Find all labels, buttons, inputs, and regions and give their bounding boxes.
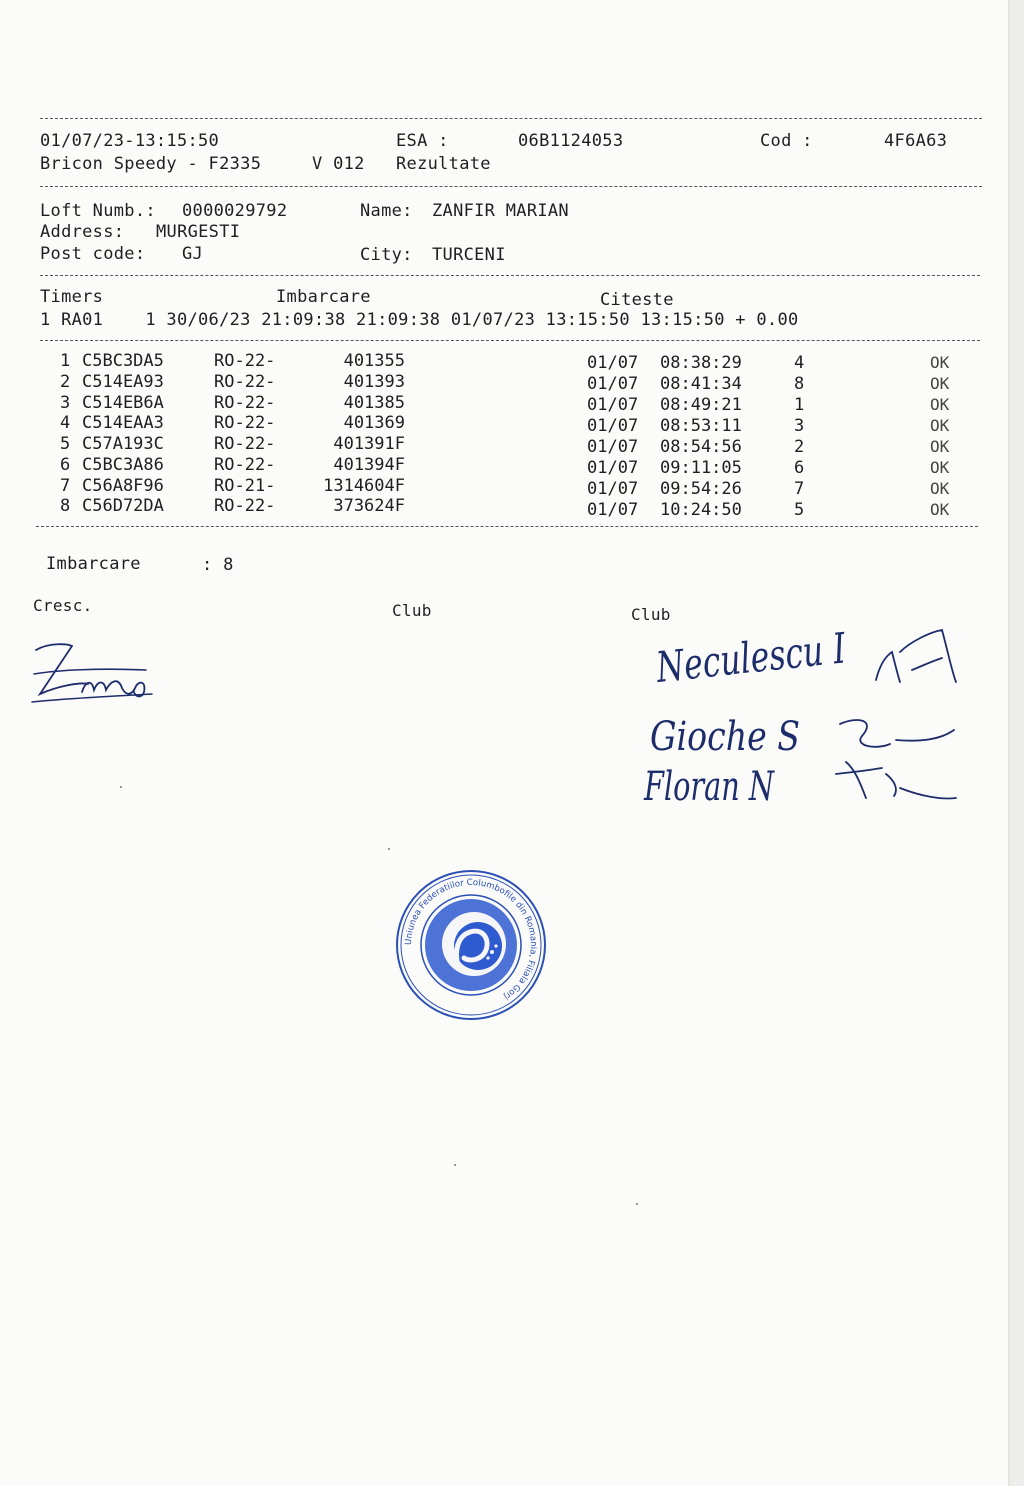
- arrival-time: 10:24:50: [660, 500, 742, 520]
- status-ok: OK: [930, 353, 950, 372]
- ring-country: RO-22-: [214, 351, 276, 371]
- row-number: 6: [60, 455, 71, 475]
- chip-id: C514EB6A: [82, 393, 164, 413]
- status-ok: OK: [930, 458, 950, 477]
- club-stamp: [392, 866, 550, 1024]
- arrival-time: 08:38:29: [660, 353, 742, 373]
- imbarcare-summary-value: : 8: [202, 555, 234, 575]
- arrival-time: 08:49:21: [660, 395, 742, 415]
- timers-label: Timers: [40, 287, 104, 307]
- divider: [40, 275, 980, 276]
- row-number: 8: [60, 496, 71, 516]
- ring-number: 401369: [343, 413, 405, 433]
- divider: [36, 526, 978, 527]
- handwritten-name-3: Floran N: [643, 764, 776, 810]
- cod-value: 4F6A63: [884, 131, 948, 151]
- esa-label: ESA :: [396, 131, 449, 151]
- report-title: Rezultate: [396, 154, 491, 174]
- chip-id: C5BC3A86: [82, 455, 164, 475]
- row-number: 1: [60, 351, 71, 371]
- stamp-text: Uniunea Federatiilor Columbofile din Romania, Filiala Gorj: [403, 877, 539, 1002]
- paper-speck: [120, 786, 122, 788]
- arrival-order: 2: [794, 437, 805, 457]
- ring-country: RO-22-: [214, 496, 276, 516]
- status-ok: OK: [930, 374, 950, 393]
- esa-value: 06B1124053: [518, 131, 624, 151]
- arrival-order: 3: [794, 416, 805, 436]
- ring-country: RO-22-: [214, 455, 276, 475]
- arrival-time: 08:54:56: [660, 437, 742, 457]
- cod-label: Cod :: [760, 131, 813, 151]
- row-number: 2: [60, 372, 71, 392]
- chip-id: C57A193C: [82, 434, 164, 454]
- row-number: 3: [60, 393, 71, 413]
- imbarcare-summary-label: Imbarcare: [46, 554, 141, 574]
- postcode-value: GJ: [182, 244, 204, 264]
- chip-id: C56A8F96: [82, 476, 164, 496]
- row-number: 5: [60, 434, 71, 454]
- arrival-time: 08:53:11: [660, 416, 742, 436]
- status-ok: OK: [930, 437, 950, 456]
- ring-number: 401393: [343, 372, 405, 392]
- loft-number: 0000029792: [182, 201, 288, 221]
- arrival-order: 7: [794, 479, 805, 499]
- club-label-2: Club: [631, 605, 671, 624]
- ring-country: RO-22-: [214, 413, 276, 433]
- arrival-time: 09:54:26: [660, 479, 742, 499]
- chip-id: C514EA93: [82, 372, 164, 392]
- ring-number: 1314604F: [323, 476, 405, 496]
- status-ok: OK: [930, 479, 950, 498]
- address-value: MURGESTI: [156, 222, 241, 242]
- arrival-date: 01/07: [587, 353, 639, 373]
- arrival-time: 09:11:05: [660, 458, 742, 478]
- club-label-1: Club: [392, 601, 432, 620]
- ring-number: 401394F: [333, 455, 405, 475]
- arrival-order: 8: [794, 374, 805, 394]
- arrival-order: 4: [794, 353, 805, 373]
- imbarcare-header: Imbarcare: [276, 287, 371, 307]
- ring-country: RO-22-: [214, 434, 276, 454]
- loft-label: Loft Numb.:: [40, 201, 156, 221]
- citeste-header: Citeste: [600, 290, 674, 310]
- timer-line: 1 RA01 1 30/06/23 21:09:38 21:09:38 01/07/23 13:15:50 13:15:50 + 0.00: [40, 310, 799, 330]
- status-ok: OK: [930, 395, 950, 414]
- ring-country: RO-22-: [214, 393, 276, 413]
- owner-name: ZANFIR MARIAN: [432, 201, 569, 221]
- arrival-order: 1: [794, 395, 805, 415]
- divider: [40, 186, 982, 187]
- arrival-order: 6: [794, 458, 805, 478]
- device-name: Bricon Speedy - F2335: [40, 154, 262, 174]
- arrival-date: 01/07: [587, 374, 639, 394]
- ring-country: RO-22-: [214, 372, 276, 392]
- ring-number: 401391F: [333, 434, 405, 454]
- chip-id: C514EAA3: [82, 413, 164, 433]
- status-ok: OK: [930, 500, 950, 519]
- arrival-date: 01/07: [587, 479, 639, 499]
- ring-number: 401355: [343, 351, 405, 371]
- breeder-signature: [28, 636, 158, 712]
- ring-number: 373624F: [333, 496, 405, 516]
- chip-id: C5BC3DA5: [82, 351, 164, 371]
- paper-speck: [388, 848, 390, 850]
- report-datetime: 01/07/23-13:15:50: [40, 131, 220, 151]
- arrival-time: 08:41:34: [660, 374, 742, 394]
- arrival-date: 01/07: [587, 458, 639, 478]
- city-label: City:: [360, 245, 413, 265]
- chip-id: C56D72DA: [82, 496, 164, 516]
- divider: [40, 118, 982, 119]
- row-number: 4: [60, 413, 71, 433]
- page-edge: [1010, 0, 1024, 1486]
- paper-speck: [636, 1203, 638, 1205]
- divider: [40, 340, 980, 341]
- handwritten-name-1: Neculescu I: [653, 616, 911, 692]
- name-label: Name:: [360, 201, 413, 221]
- arrival-date: 01/07: [587, 395, 639, 415]
- ring-country: RO-21-: [214, 476, 276, 496]
- postcode-label: Post code:: [40, 244, 146, 264]
- row-number: 7: [60, 476, 71, 496]
- device-version: V 012: [312, 154, 365, 174]
- city-value: TURCENI: [432, 245, 506, 265]
- ring-number: 401385: [343, 393, 405, 413]
- arrival-date: 01/07: [587, 437, 639, 457]
- arrival-order: 5: [794, 500, 805, 520]
- handwritten-name-2: Gioche S: [650, 714, 800, 760]
- paper-speck: [454, 1164, 456, 1166]
- club-signatures: [630, 612, 970, 812]
- address-label: Address:: [40, 222, 125, 242]
- cresc-label: Cresc.: [33, 596, 93, 615]
- arrival-date: 01/07: [587, 500, 639, 520]
- arrival-date: 01/07: [587, 416, 639, 436]
- status-ok: OK: [930, 416, 950, 435]
